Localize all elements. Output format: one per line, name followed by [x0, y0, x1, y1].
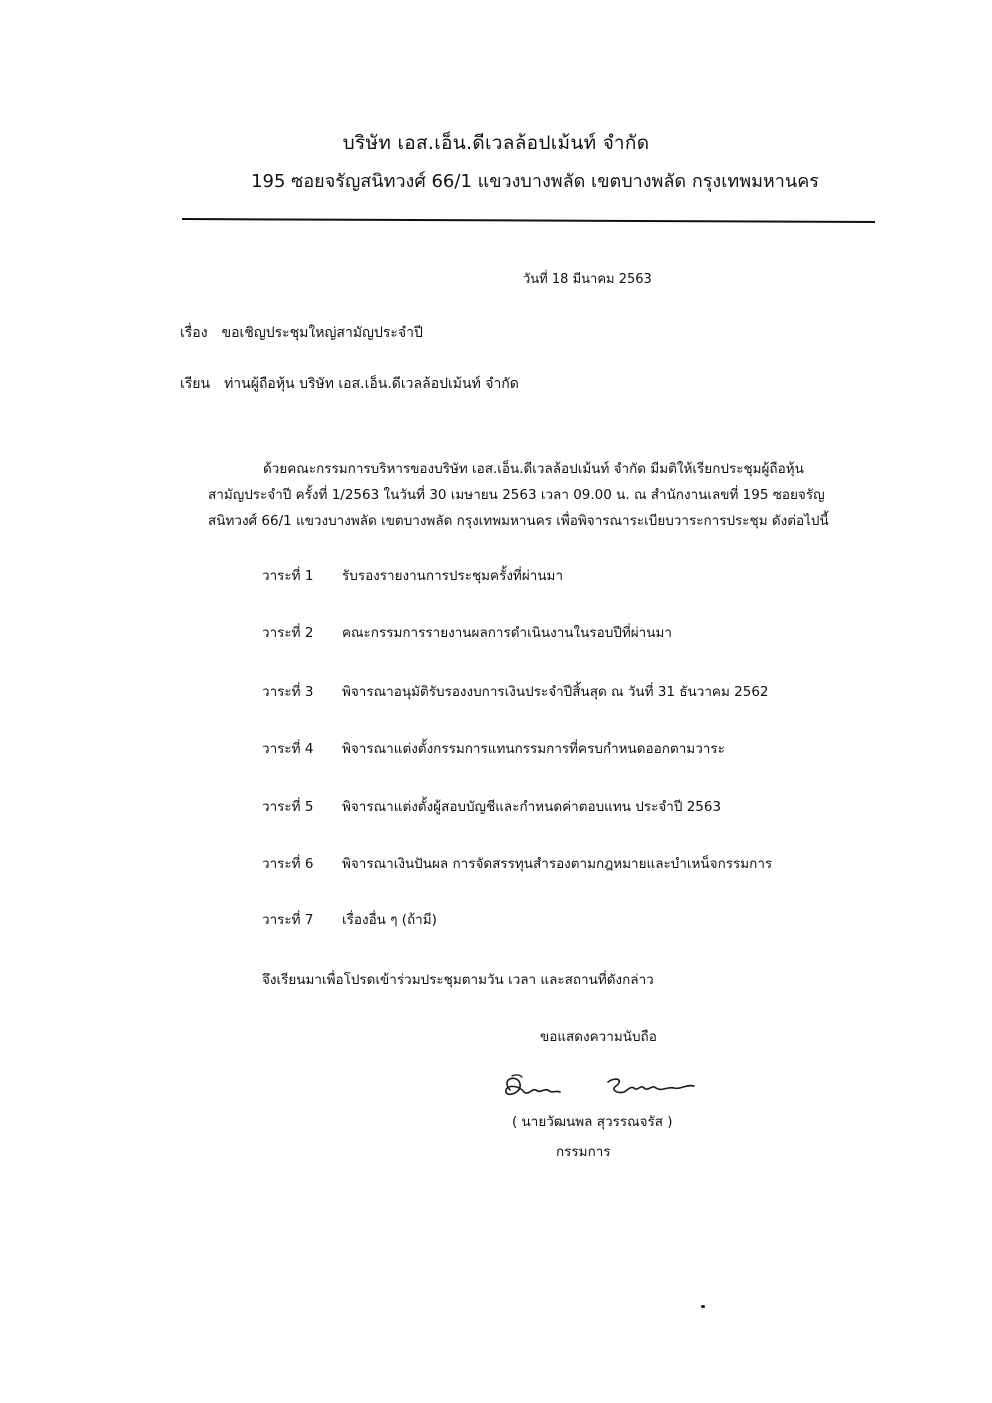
- company-name: บริษัท เอส.เอ็น.ดีเวลล้อปเม้นท์ จำกัด: [342, 132, 650, 154]
- agenda-item: [262, 564, 563, 586]
- agenda-item: [262, 908, 437, 930]
- letter-date: วันที่ 18 มีนาคม 2563: [523, 272, 652, 287]
- agenda-number: วาระที่ 1: [262, 568, 314, 584]
- agenda-text: พิจารณาอนุมัติรับรองงบการเงินประจำปีสิ้นสุด ณ วันที่ 31 ธันวาคม 2562: [342, 684, 769, 700]
- agenda-text: พิจารณาแต่งตั้งกรรมการแทนกรรมการที่ครบกำหนดออกตามวาระ: [342, 741, 725, 757]
- subject-text: ขอเชิญประชุมใหญ่สามัญประจำปี: [221, 325, 423, 341]
- agenda-text: พิจารณาเงินปันผล การจัดสรรทุนสำรองตามกฎหมายและบำเหน็จกรรมการ: [342, 856, 773, 872]
- agenda-item: [262, 795, 721, 817]
- agenda-text: รับรองรายงานการประชุมครั้งที่ผ่านมา: [342, 568, 564, 584]
- agenda-item: [262, 737, 725, 759]
- recipient-label: เรียน: [180, 376, 211, 392]
- closing-sentence: จึงเรียนมาเพื่อโปรดเข้าร่วมประชุมตามวัน เวลา และสถานที่ดังกล่าว: [262, 972, 654, 988]
- body-line: สามัญประจำปี ครั้งที่ 1/2563 ในวันที่ 30 เมษายน 2563 เวลา 09.00 น. ณ สำนักงานเลขที่ 195 ซอยจรัญ: [208, 487, 825, 503]
- signer-title: กรรมการ: [556, 1144, 611, 1160]
- agenda-item: [262, 680, 769, 702]
- signer-name: ( นายวัฒนพล สุวรรณจรัส ): [512, 1114, 673, 1130]
- agenda-text: พิจารณาแต่งตั้งผู้สอบบัญชีและกำหนดค่าตอบแทน ประจำปี 2563: [342, 799, 722, 815]
- agenda-number: วาระที่ 3: [262, 684, 314, 700]
- handwritten-signature: [490, 1068, 710, 1108]
- company-address: 195 ซอยจรัญสนิทวงศ์ 66/1 แขวงบางพลัด เขตบางพลัด กรุงเทพมหานคร: [251, 171, 819, 192]
- body-line: สนิทวงศ์ 66/1 แขวงบางพลัด เขตบางพลัด กรุงเทพมหานคร เพื่อพิจารณาระเบียบวาระการประชุม ดังต่อไปนี้: [208, 513, 829, 529]
- agenda-item: [262, 621, 672, 643]
- header-divider: [182, 218, 875, 223]
- agenda-number: วาระที่ 2: [262, 625, 314, 641]
- agenda-text: คณะกรรมการรายงานผลการดำเนินงานในรอบปีที่ผ่านมา: [342, 625, 672, 641]
- recipient-text: ท่านผู้ถือหุ้น บริษัท เอส.เอ็น.ดีเวลล้อปเม้นท์ จำกัด: [224, 376, 519, 392]
- regards: ขอแสดงความนับถือ: [540, 1029, 657, 1045]
- body-paragraph: [208, 456, 908, 534]
- agenda-number: วาระที่ 6: [262, 856, 314, 872]
- agenda-number: วาระที่ 4: [262, 741, 314, 757]
- agenda-text: เรื่องอื่น ๆ (ถ้ามี): [342, 912, 437, 928]
- subject-line: [180, 322, 423, 344]
- subject-label: เรื่อง: [180, 325, 208, 341]
- agenda-number: วาระที่ 5: [262, 799, 314, 815]
- recipient-line: [180, 373, 519, 395]
- body-line: ด้วยคณะกรรมการบริหารของบริษัท เอส.เอ็น.ดีเวลล้อปเม้นท์ จำกัด มีมติให้เรียกประชุมผู้ถือหุ้น: [263, 461, 804, 477]
- agenda-number: วาระที่ 7: [262, 912, 314, 928]
- agenda-item: [262, 852, 772, 874]
- scan-speck: [701, 1305, 705, 1308]
